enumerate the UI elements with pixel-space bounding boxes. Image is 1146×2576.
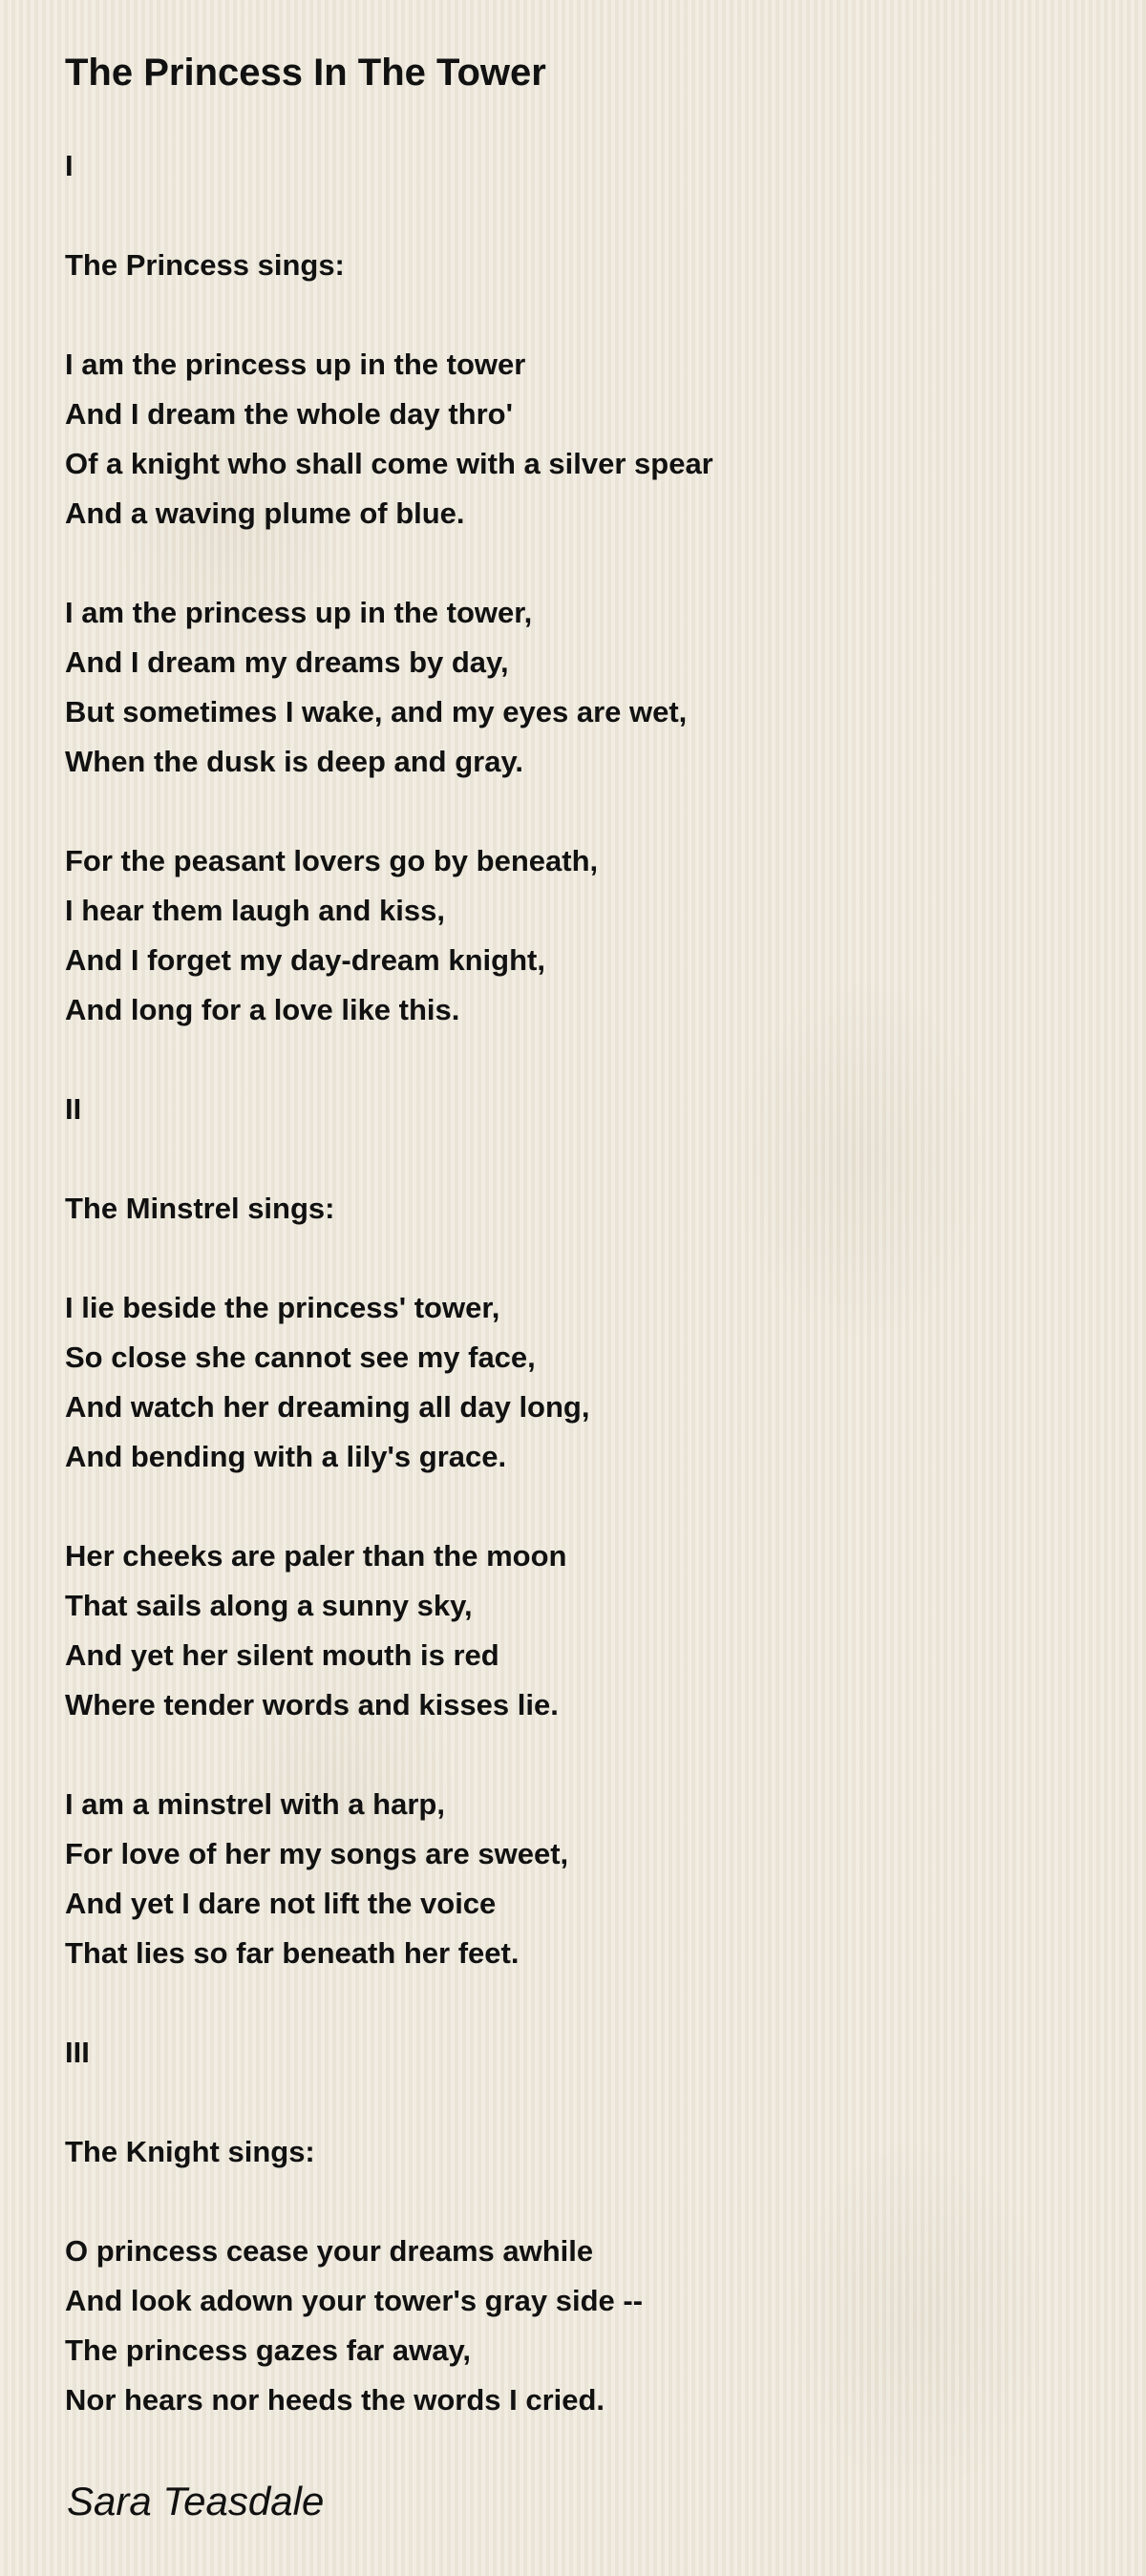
stanza-gap bbox=[65, 290, 1077, 340]
poem-line: And yet I dare not lift the voice bbox=[65, 1887, 497, 1920]
stanza-gap bbox=[65, 1134, 1077, 1184]
poem-body bbox=[65, 141, 1077, 2425]
stanza-gap bbox=[65, 538, 1077, 588]
poem-line: II bbox=[65, 1092, 82, 1126]
poem-line: For the peasant lovers go by beneath, bbox=[65, 844, 599, 877]
poem-line: And watch her dreaming all day long, bbox=[65, 1390, 590, 1424]
poem-line: The Knight sings: bbox=[65, 2135, 315, 2168]
stanza-gap bbox=[65, 787, 1077, 836]
poem-line: And long for a love like this. bbox=[65, 993, 460, 1026]
poem-line: So close she cannot see my face, bbox=[65, 1341, 536, 1374]
poem-line: And I dream my dreams by day, bbox=[65, 645, 509, 679]
poem-line: III bbox=[65, 2036, 90, 2069]
poem-line: Nor hears nor heeds the words I cried. bbox=[65, 2383, 605, 2417]
poem-title: The Princess In The Tower bbox=[65, 52, 546, 94]
poem-line: I am a minstrel with a harp, bbox=[65, 1787, 445, 1821]
poem-line: I hear them laugh and kiss, bbox=[65, 894, 445, 927]
poem-line: I am the princess up in the tower bbox=[65, 348, 526, 381]
stanza-gap bbox=[65, 191, 1077, 241]
poem-line: And I dream the whole day thro' bbox=[65, 397, 513, 431]
stanza-gap bbox=[65, 1482, 1077, 1531]
poem-line: And a waving plume of blue. bbox=[65, 496, 465, 530]
stanza-gap bbox=[65, 1035, 1077, 1085]
stanza-gap bbox=[65, 1730, 1077, 1780]
stanza-gap bbox=[65, 2078, 1077, 2127]
poem-line: The Princess sings: bbox=[65, 248, 345, 282]
poem-line: I am the princess up in the tower, bbox=[65, 596, 533, 629]
poem-line: And yet her silent mouth is red bbox=[65, 1638, 499, 1672]
poem-line: O princess cease your dreams awhile bbox=[65, 2234, 594, 2268]
poem-line: Her cheeks are paler than the moon bbox=[65, 1539, 567, 1573]
poem-line: That lies so far beneath her feet. bbox=[65, 1936, 520, 1970]
poem-line: And bending with a lily's grace. bbox=[65, 1440, 507, 1473]
stanza-gap bbox=[65, 1978, 1077, 2028]
poem-line: The Minstrel sings: bbox=[65, 1192, 335, 1225]
poem-line: Of a knight who shall come with a silver spear bbox=[65, 447, 713, 480]
stanza-gap bbox=[65, 2177, 1077, 2227]
poem-author: Sara Teasdale bbox=[67, 2479, 325, 2523]
stanza-gap bbox=[65, 1234, 1077, 1283]
poem-line: I lie beside the princess' tower, bbox=[65, 1291, 500, 1324]
poem-line: For love of her my songs are sweet, bbox=[65, 1837, 569, 1870]
poem-line: But sometimes I wake, and my eyes are wet, bbox=[65, 695, 688, 728]
poem-line: And look adown your tower's gray side -- bbox=[65, 2284, 644, 2317]
poem-line: Where tender words and kisses lie. bbox=[65, 1688, 559, 1721]
poem-line: The princess gazes far away, bbox=[65, 2333, 472, 2367]
poem-line: I bbox=[65, 149, 74, 182]
poem-line: That sails along a sunny sky, bbox=[65, 1589, 473, 1622]
poem-line: When the dusk is deep and gray. bbox=[65, 745, 524, 778]
poem-line: And I forget my day-dream knight, bbox=[65, 943, 545, 977]
